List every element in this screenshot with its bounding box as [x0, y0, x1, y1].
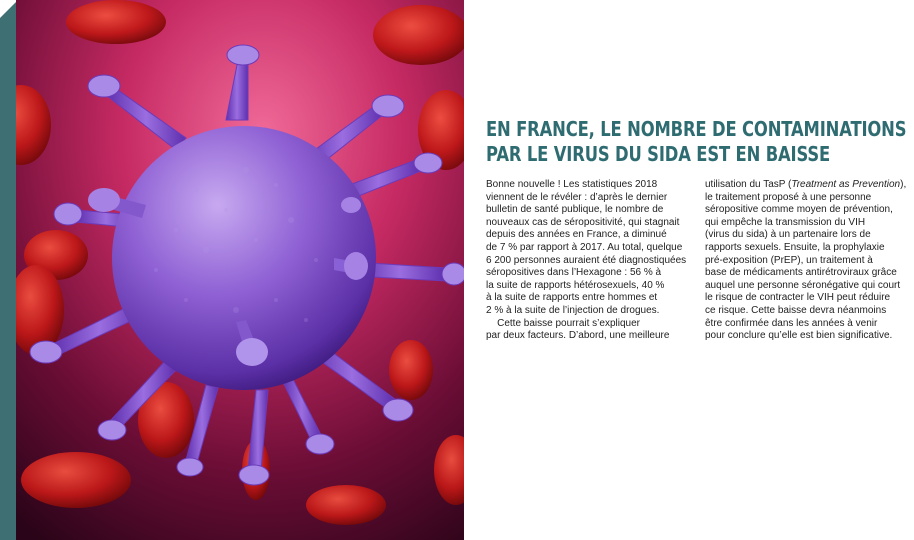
body-text: utilisation du TasP (: [705, 179, 792, 190]
headline-line-2: PAR LE VIRUS DU SIDA EST EN BAISSE: [486, 142, 831, 166]
body-line: Bonne nouvelle ! Les statistiques 2018: [486, 179, 658, 190]
body-line: séropositives dans l’Hexagone : 56 % à: [486, 267, 662, 279]
body-line: pour conclure qu’elle est bien significative.: [705, 330, 893, 342]
body-line: être confirmée dans les années à venir: [705, 317, 878, 329]
virus-illustration: [16, 0, 464, 540]
body-line: auquel une personne séronégative qui court: [705, 279, 901, 291]
body-line: pré-exposition (PrEP), un traitement à: [705, 254, 873, 266]
body-line: la suite de rapports hétérosexuels, 40 %: [486, 279, 665, 291]
article-headline: [486, 117, 907, 167]
body-line-first: [705, 179, 905, 192]
body-line: qui empêche la transmission du VIH: [705, 216, 866, 228]
body-line: le traitement proposé à une personne: [705, 191, 872, 203]
body-line: depuis des années en France, a diminué: [486, 229, 667, 241]
body-line: viennent de le révéler : d’après le dernier: [486, 191, 668, 203]
body-line: le risque de contracter le VIH peut réduire: [705, 292, 891, 304]
body-line: 2 % à la suite de l’injection de drogues.: [486, 304, 660, 316]
body-text: ),: [900, 179, 907, 190]
body-line: 6 200 personnes auraient été diagnostiquées: [486, 254, 687, 266]
article-column-2: [705, 179, 905, 343]
body-line: Cette baisse pourrait s’expliquer: [486, 317, 640, 329]
page-edge-band: [0, 0, 16, 540]
body-line: base de médicaments antirétroviraux grâce: [705, 267, 897, 279]
virus-illustration-svg: [16, 0, 464, 540]
body-line: rapports sexuels. Ensuite, la prophylaxie: [705, 241, 885, 253]
body-line: bulletin de santé publique, le nombre de: [486, 204, 664, 216]
body-line: ce risque. Cette baisse devra néanmoins: [705, 304, 887, 316]
body-line: séropositive comme moyen de prévention,: [705, 204, 893, 216]
body-line: par deux facteurs. D’abord, une meilleure: [486, 330, 670, 342]
body-line: nouveaux cas de séropositivité, qui stagnait: [486, 216, 680, 228]
body-italic-text: Treatment as Prevention: [791, 179, 901, 190]
headline-line-1: EN FRANCE, LE NOMBRE DE CONTAMINATIONS: [486, 117, 907, 141]
body-line: à la suite de rapports entre hommes et: [486, 292, 658, 304]
body-line: (virus du sida) à un partenaire lors de: [705, 229, 871, 241]
article-column-1: [486, 179, 686, 343]
body-line: de 7 % par rapport à 2017. Au total, quelque: [486, 241, 683, 253]
